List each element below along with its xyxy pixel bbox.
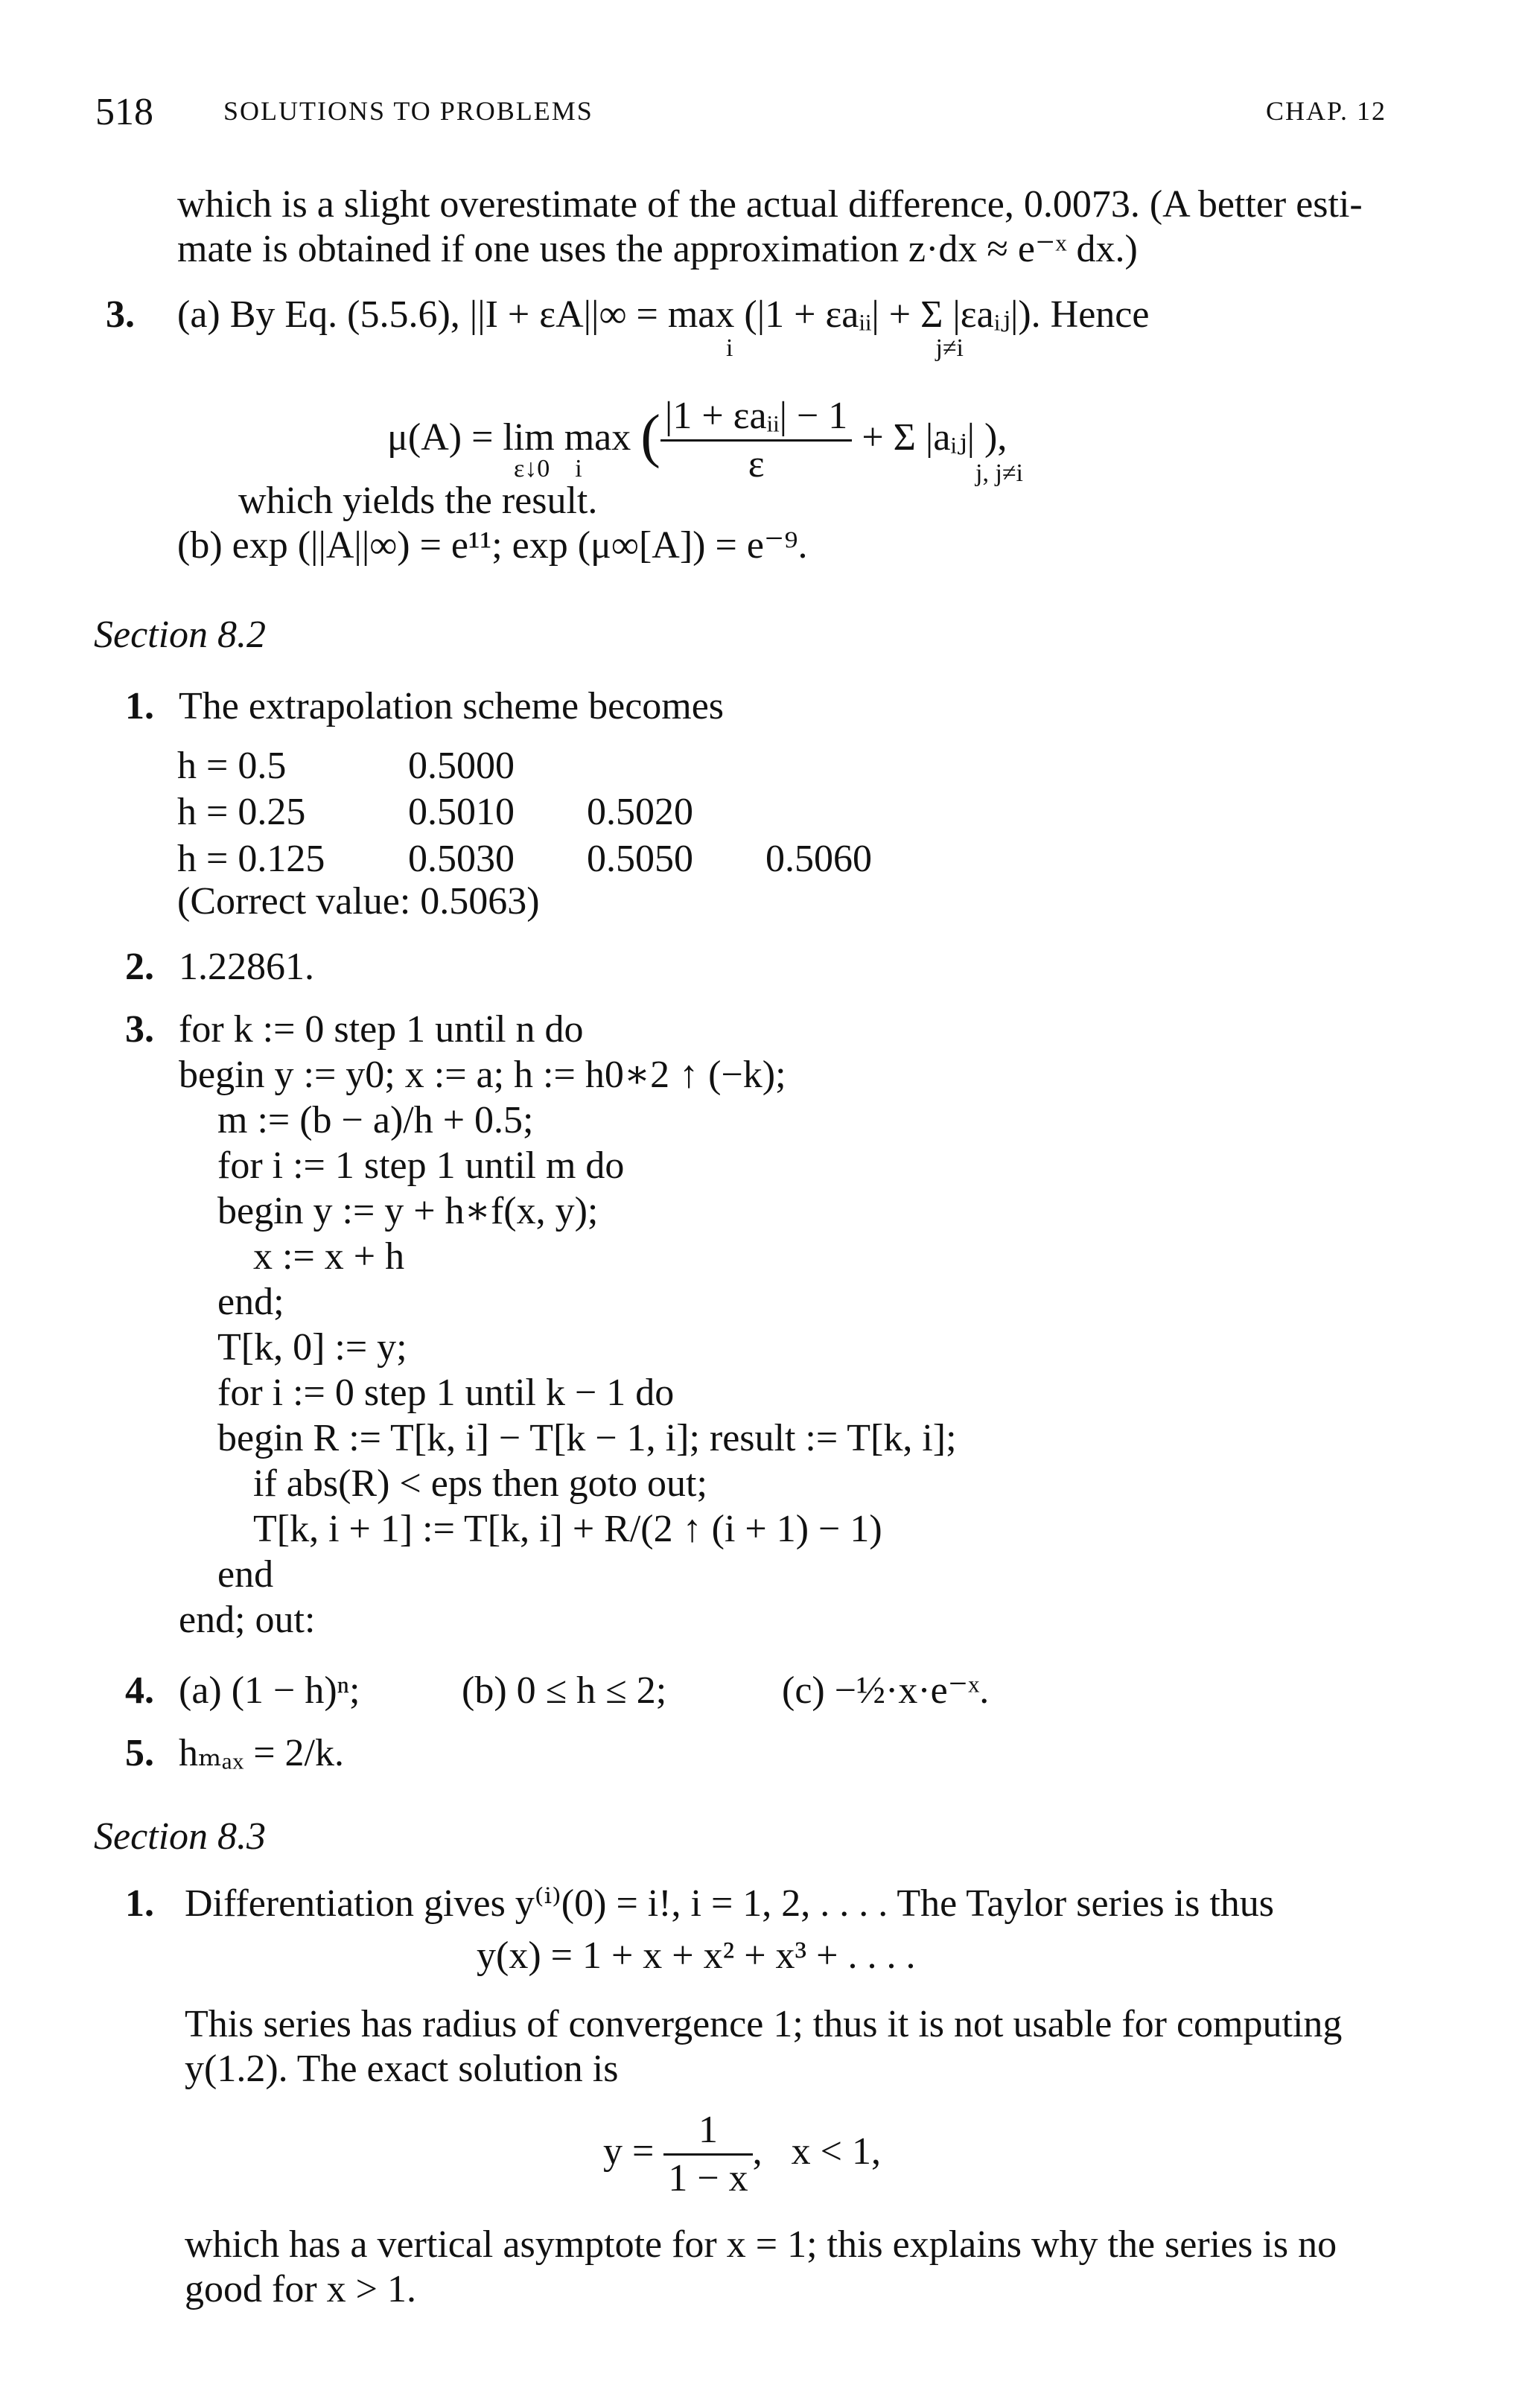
code-line: m := (b − a)/h + 0.5; — [217, 1099, 534, 1141]
mu-rhs: + Σ |aᵢⱼ| ), — [862, 415, 1007, 459]
code-line: for i := 0 step 1 until k − 1 do — [217, 1372, 675, 1414]
item-text: 1.22861. — [179, 946, 314, 988]
code-line: T[k, 0] := y; — [217, 1326, 407, 1369]
item-4b: (b) 0 ≤ h ≤ 2; — [462, 1669, 667, 1712]
solution-denominator: 1 − x — [668, 2157, 748, 2200]
code-line: end; — [217, 1281, 284, 1323]
paragraph-line: which yields the result. — [238, 480, 598, 522]
mu-lhs: μ(A) = lim max — [387, 415, 631, 459]
code-line: if abs(R) < eps then goto out; — [253, 1462, 707, 1505]
mu-numerator: |1 + εaᵢᵢ| − 1 — [660, 393, 852, 442]
mu-formula: μ(A) = lim max ( $\frac{\text{|1 + εaᵢᵢ| − 1}}{\varepsilon}$ + Σ |aᵢⱼ| ), — [387, 393, 1007, 488]
correct-value: (Correct value: 0.5063) — [177, 880, 540, 923]
table-cell: 0.5020 — [587, 791, 693, 834]
code-line: T[k, i + 1] := T[k, i] + R/(2 ↑ (i + 1) − 1) — [253, 1508, 882, 1550]
paragraph-line: good for x > 1. — [185, 2268, 416, 2310]
mu-fraction — [660, 393, 852, 488]
section-heading: Section 8.2 — [94, 614, 267, 656]
item-number: 1. — [125, 685, 154, 727]
table-cell: h = 0.125 — [177, 837, 325, 880]
algol-code — [179, 1007, 957, 1643]
table-cell: h = 0.5 — [177, 745, 287, 787]
table-cell: h = 0.25 — [177, 791, 306, 834]
item-number: 1. — [125, 1882, 154, 1925]
item-number: 4. — [125, 1669, 154, 1712]
item-number: 5. — [125, 1732, 154, 1774]
section-heading: Section 8.3 — [94, 1815, 267, 1858]
table-cell: 0.5010 — [408, 791, 515, 834]
table-cell: 0.5030 — [408, 837, 515, 880]
paragraph-line: which is a slight overestimate of the actual difference, 0.0073. (A better esti- — [177, 183, 1363, 226]
table-cell — [765, 789, 917, 835]
code-line: for i := 1 step 1 until m do — [217, 1144, 625, 1187]
item-3b-text: (b) exp (||A||∞) = e¹¹; exp (μ∞[A]) = e⁻⁹. — [177, 524, 808, 567]
paragraph-line: y(1.2). The exact solution is — [185, 2048, 619, 2090]
mu-limit-subscript: ε↓0 i — [514, 455, 582, 482]
code-line: begin y := y0; x := a; h := h0∗2 ↑ (−k); — [179, 1054, 786, 1096]
item-3a-subscripts: i j≠i — [726, 334, 964, 362]
chapter-label: CHAP. 12 — [1266, 96, 1387, 126]
page-number: 518 — [95, 91, 153, 133]
taylor-series: y(x) = 1 + x + x² + x³ + . . . . — [477, 1934, 916, 1977]
code-line: end; out: — [179, 1599, 316, 1641]
paragraph-line: which has a vertical asymptote for x = 1; this explains why the series is no — [185, 2223, 1337, 2266]
solution-rhs: , x < 1, — [752, 2130, 881, 2173]
exact-solution — [603, 2107, 881, 2202]
table-cell: 0.5060 — [765, 837, 872, 880]
code-line: begin R := T[k, i] − T[k − 1, i]; result := T[k, i]; — [217, 1417, 957, 1459]
code-line: for k := 0 step 1 until n do — [179, 1008, 584, 1051]
item-number: 2. — [125, 946, 154, 988]
table-row — [177, 789, 917, 835]
item-text: hₘₐₓ = 2/k. — [179, 1732, 344, 1774]
solution-fraction — [663, 2107, 752, 2202]
item-number: 3. — [106, 293, 135, 336]
table-row — [177, 743, 917, 789]
code-line: begin y := y + h∗f(x, y); — [217, 1190, 599, 1232]
mu-sum-subscript: j, j≠i — [975, 459, 1023, 487]
running-title: SOLUTIONS TO PROBLEMS — [223, 96, 593, 126]
table-cell: 0.5050 — [587, 837, 693, 880]
table-cell — [587, 743, 765, 789]
code-line: end — [217, 1553, 274, 1596]
paragraph-line: This series has radius of convergence 1; thus it is not usable for computing — [185, 2003, 1343, 2045]
item-4a: (a) (1 − h)ⁿ; — [179, 1669, 360, 1712]
table-row — [177, 836, 917, 882]
item-4c: (c) −½·x·e⁻ˣ. — [782, 1669, 990, 1712]
item-text: Differentiation gives y⁽ⁱ⁾(0) = i!, i = 1, 2, . . . . The Taylor series is thus — [185, 1882, 1275, 1925]
extrapolation-table — [177, 743, 917, 882]
item-number: 3. — [125, 1008, 154, 1051]
item-3a-text: (a) By Eq. (5.5.6), ||I + εA||∞ = max (|1 + εaᵢᵢ| + Σ |εaᵢⱼ|). Hence — [177, 293, 1150, 336]
item-text: The extrapolation scheme becomes — [179, 685, 725, 727]
table-cell — [765, 743, 917, 789]
table-cell: 0.5000 — [408, 745, 515, 787]
paragraph-line: mate is obtained if one uses the approximation z·dx ≈ e⁻ˣ dx.) — [177, 228, 1138, 270]
code-line: x := x + h — [253, 1235, 405, 1278]
solution-numerator: 1 — [663, 2107, 752, 2156]
solution-lhs: y = — [603, 2130, 655, 2173]
mu-denominator: ε — [748, 443, 765, 486]
